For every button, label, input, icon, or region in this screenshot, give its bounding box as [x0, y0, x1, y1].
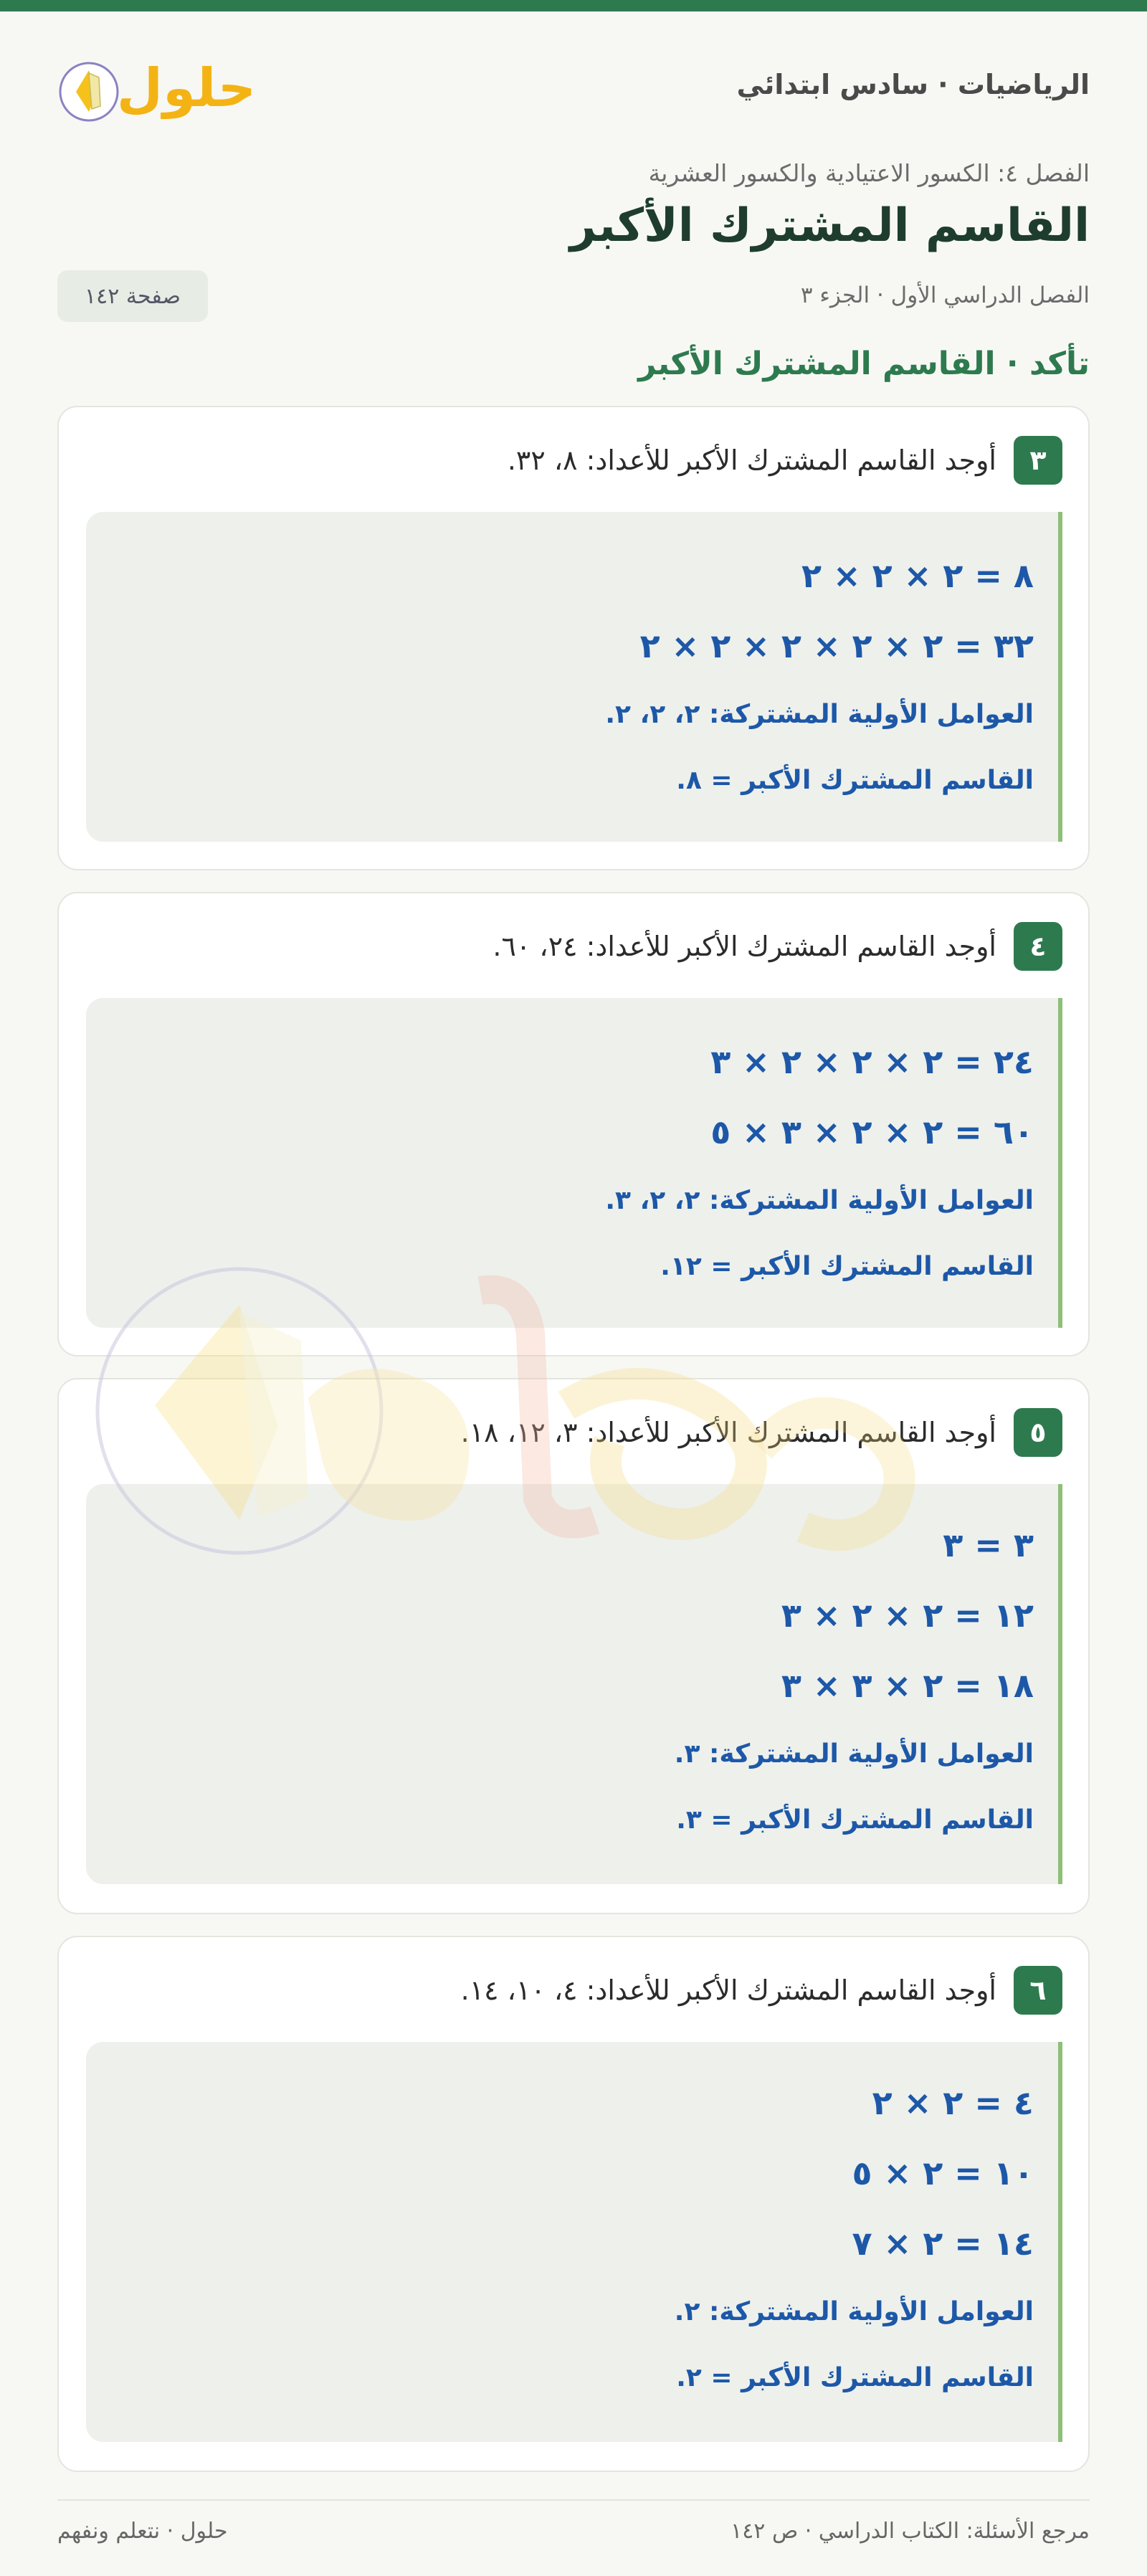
question-text: أوجد القاسم المشترك الأكبر للأعداد: ٤، ١٠، ١٤. — [460, 1974, 996, 2006]
question-number: ٥ — [1014, 1408, 1062, 1457]
question-number: ٣ — [1014, 436, 1062, 485]
gcd-result: القاسم المشترك الأكبر = ٣. — [676, 1805, 1034, 1835]
factorization-line: ١٢ = ٢ × ٢ × ٣ — [781, 1596, 1034, 1635]
question-card — [57, 1936, 1090, 2472]
question-number: ٤ — [1014, 922, 1062, 971]
hulul-logo[interactable] — [57, 52, 258, 123]
common-factors: العوامل الأولية المشتركة: ٢، ٢، ٢. — [605, 700, 1034, 729]
factorization-line: ٢٤ = ٢ × ٢ × ٢ × ٣ — [710, 1042, 1034, 1081]
section-title: تأكد · القاسم المشترك الأكبر — [638, 346, 1090, 382]
factorization-line: ١٨ = ٢ × ٣ × ٣ — [781, 1666, 1034, 1705]
logo-text: حلول — [116, 57, 257, 119]
chapter-label: الفصل ٤: الكسور الاعتيادية والكسور العشرية — [648, 159, 1090, 187]
question-text: أوجد القاسم المشترك الأكبر للأعداد: ٣، ١٢، ١٨. — [460, 1417, 996, 1448]
factorization-line: ١٠ = ٢ × ٥ — [852, 2154, 1034, 2192]
factorization-line: ١٤ = ٢ × ٧ — [852, 2224, 1034, 2263]
question-card — [57, 892, 1090, 1356]
question-card — [57, 1378, 1090, 1914]
header — [57, 52, 1090, 123]
answer-box — [86, 512, 1062, 842]
answer-box — [86, 2042, 1062, 2442]
gcd-result: القاسم المشترك الأكبر = ٢. — [676, 2363, 1034, 2392]
question-text: أوجد القاسم المشترك الأكبر للأعداد: ٢٤، ٦٠. — [492, 931, 996, 962]
common-factors: العوامل الأولية المشتركة: ٢، ٢، ٣. — [605, 1186, 1034, 1215]
footer-brand: حلول · نتعلم ونفهم — [57, 2519, 228, 2544]
question-number: ٦ — [1014, 1966, 1062, 2015]
footer-reference: مرجع الأسئلة: الكتاب الدراسي · ص ١٤٢ — [730, 2519, 1090, 2544]
gcd-result: القاسم المشترك الأكبر = ٨. — [676, 766, 1034, 795]
page-number-badge: صفحة ١٤٢ — [57, 270, 208, 322]
question-text: أوجد القاسم المشترك الأكبر للأعداد: ٨، ٣٢. — [507, 445, 996, 476]
factorization-line: ٦٠ = ٢ × ٢ × ٣ × ٥ — [710, 1113, 1034, 1151]
answer-box — [86, 998, 1062, 1328]
factorization-line: ٣ = ٣ — [943, 1526, 1034, 1564]
question-card — [57, 406, 1090, 870]
subject-label: الرياضيات · سادس ابتدائي — [736, 69, 1090, 100]
factorization-line: ٣٢ = ٢ × ٢ × ٢ × ٢ × ٢ — [639, 627, 1034, 665]
page-title: القاسم المشترك الأكبر — [569, 199, 1090, 252]
common-factors: العوامل الأولية المشتركة: ٣. — [674, 1739, 1034, 1769]
factorization-line: ٨ = ٢ × ٢ × ٢ — [801, 556, 1034, 595]
common-factors: العوامل الأولية المشتركة: ٢. — [674, 2297, 1034, 2327]
footer-divider — [57, 2499, 1090, 2501]
gcd-result: القاسم المشترك الأكبر = ١٢. — [660, 1252, 1034, 1281]
factorization-line: ٤ = ٢ × ٢ — [872, 2083, 1034, 2122]
semester-label: الفصل الدراسي الأول · الجزء ٣ — [800, 282, 1090, 308]
answer-box — [86, 1484, 1062, 1884]
top-accent-bar — [0, 0, 1147, 11]
